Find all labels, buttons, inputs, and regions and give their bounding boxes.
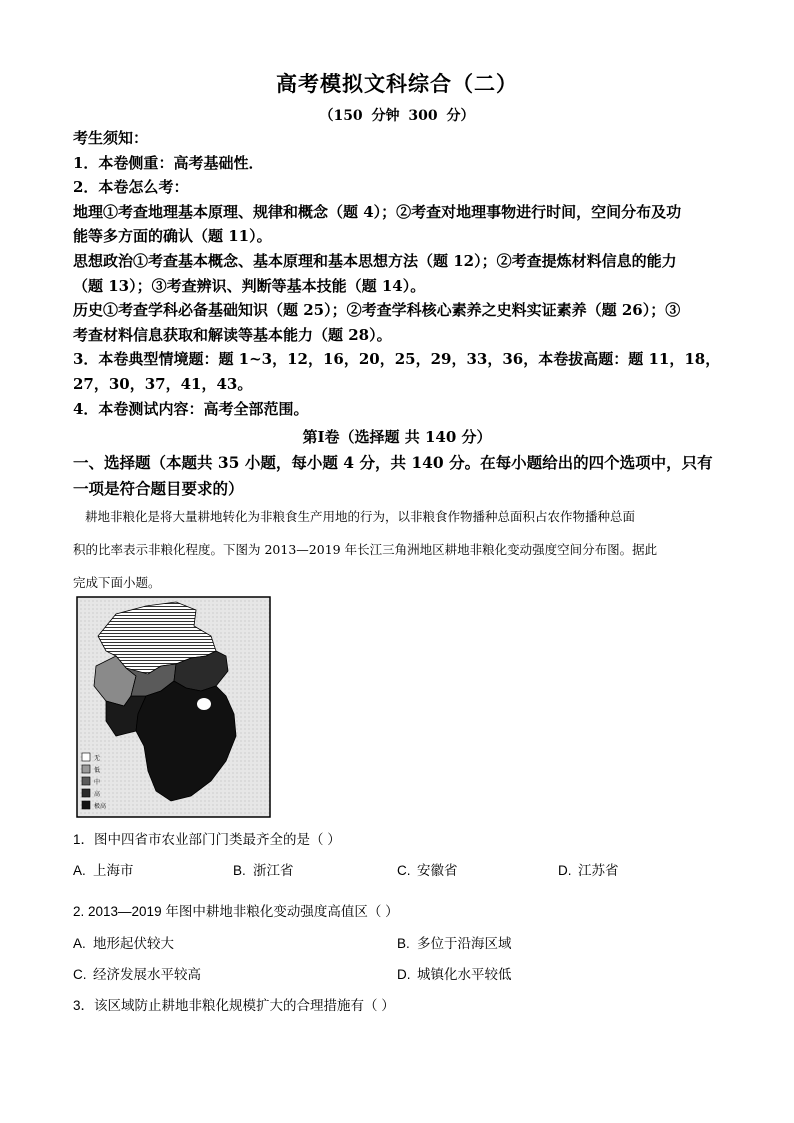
question-3-stem: 3．该区域防止耕地非粮化规模扩大的合理措施有（ ） [73,998,395,1013]
question-1-stem: 1．图中四省市农业部门门类最齐全的是（ ） [73,832,341,847]
notes-line: 2．本卷怎么考： [73,178,189,197]
notes-line: 考生须知： [73,129,149,147]
legend-label: 极高 [94,803,107,810]
notes-line: 历史①考查学科必备基础知识（题 25）；②考查学科核心素养之史料实证素养（题 26）；③ [73,301,681,320]
legend-swatch [82,753,90,761]
notes-line: 3．本卷典型情境题：题 1~3，12，16，20，25，29，33，36，本卷拔高题：题 11，18， [73,350,721,369]
passage-line: 耕地非粮化是将大量耕地转化为非粮食生产用地的行为，以非粮食作物播种总面积占农作物播种总面 [85,509,636,524]
section-instruction [73,450,733,502]
question-2-option-a[interactable]: A. 地形起伏较大 [73,936,174,951]
question-2-stem: 2. 2013—2019 年图中耕地非粮化变动强度高值区（ ） [73,904,399,919]
legend-label: 高 [94,791,101,798]
legend-swatch [82,777,90,785]
question-1-option-b[interactable]: B. 浙江省 [233,863,294,878]
notes-line: 27，30，37，41，43。 [73,374,253,393]
passage-line: 完成下面小题。 [73,575,161,590]
legend-label: 无 [94,755,101,762]
instruction-line: 一、选择题（本题共 35 小题，每小题 4 分，共 140 分。在每小题给出的四个选项中，只有 [73,453,713,472]
legend-swatch [82,789,90,797]
question-2-option-c[interactable]: C. 经济发展水平较高 [73,967,201,982]
legend-label: 低 [94,767,101,774]
candidate-notes [73,126,733,421]
question-1-option-a[interactable]: A. 上海市 [73,863,134,878]
notes-line: 能等多方面的确认（题 11）。 [73,227,272,246]
question-1-option-d[interactable]: D. 江苏省 [558,863,619,878]
question-2-option-d[interactable]: D. 城镇化水平较低 [397,967,512,982]
notes-line: 1．本卷侧重：高考基础性． [73,153,264,172]
legend-label: 中 [94,779,101,786]
notes-line: 思想政治①考查基本概念、基本原理和基本思想方法（题 12）；②考查提炼材料信息的能力 [73,251,677,270]
notes-line: 4．本卷测试内容：高考全部范围。 [73,399,309,418]
notes-line: 考查材料信息获取和解读等基本能力（题 28）。 [73,325,392,344]
section-title: 第Ⅰ卷（选择题 共 140 分） [302,428,492,446]
legend-swatch [82,765,90,773]
instruction-line: 一项是符合题目要求的） [73,479,244,498]
exam-duration-score: （150 分钟 300 分） [319,108,475,124]
map-figure [76,596,271,818]
notes-line: （题 13）；③考查辨识、判断等基本技能（题 14）。 [73,276,426,295]
question-2-option-b[interactable]: B. 多位于沿海区域 [397,936,512,951]
question-1-option-c[interactable]: C. 安徽省 [397,863,458,878]
notes-line: 地理①考查地理基本原理、规律和概念（题 4）；②考查对地理事物进行时间，空间分布及功 [73,202,682,221]
lake-shape [197,698,211,710]
exam-title: 高考模拟文科综合（二） [276,71,518,96]
reading-passage [73,500,733,599]
passage-line: 积的比率表示非粮化程度。下图为 2013—2019 年长江三角洲地区耕地非粮化变动强度空间分布图。据此 [73,542,658,557]
legend-swatch [82,801,90,809]
